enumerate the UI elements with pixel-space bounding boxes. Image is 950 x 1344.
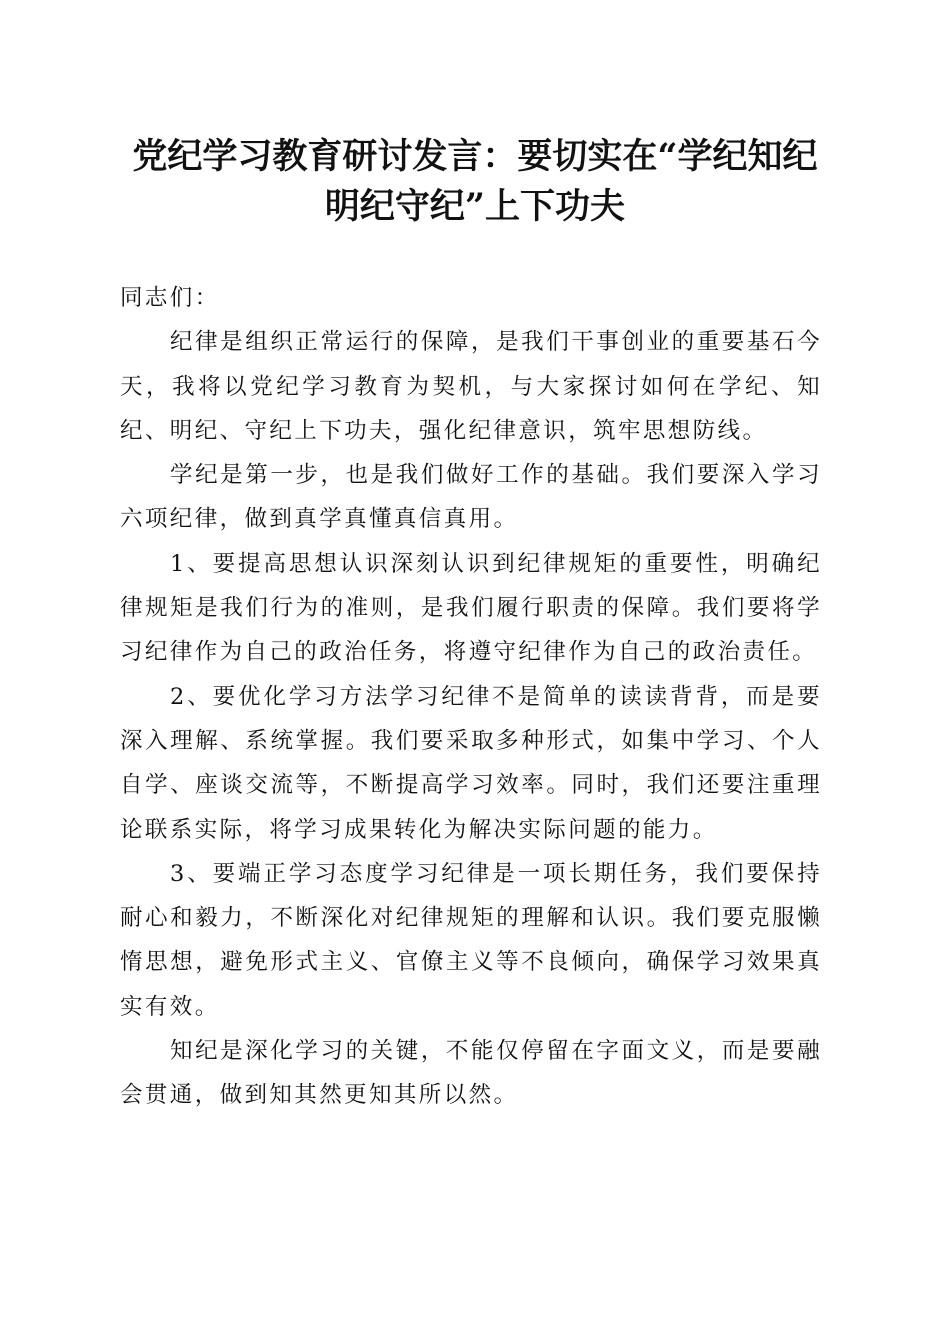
paragraph-learn-discipline: 学纪是第一步，也是我们做好工作的基础。我们要深入学习六项纪律，做到真学真懂真信真用。: [120, 462, 822, 533]
paragraph-point-3: 3、要端正学习态度学习纪律是一项长期任务，我们要保持耐心和毅力，不断深化对纪律规矩的理解和认识。我们要克服懒惰思想，避免形式主义、官僚主义等不良倾向，确保学习效果真实有效。: [120, 860, 822, 1020]
salutation: 同志们：: [120, 285, 220, 311]
paragraph-point-2: 2、要优化学习方法学习纪律不是简单的读读背背，而是要深入理解、系统掌握。我们要采取多种形式，如集中学习、个人自学、座谈交流等，不断提高学习效率。同时，我们还要注重理论联系实际，将学习成果转化为解决实际问题的能力。: [120, 683, 822, 843]
paragraph-discipline-intro: 纪律是组织正常运行的保障，是我们干事创业的重要基石今天，我将以党纪学习教育为契机，与大家探讨如何在学纪、知纪、明纪、守纪上下功夫，强化纪律意识，筑牢思想防线。: [120, 329, 822, 444]
paragraph-point-1: 1、要提高思想认识深刻认识到纪律规矩的重要性，明确纪律规矩是我们行为的准则，是我们履行职责的保障。我们要将学习纪律作为自己的政治任务，将遵守纪律作为自己的政治责任。: [120, 550, 822, 666]
paragraph-know-discipline: 知纪是深化学习的关键，不能仅停留在字面文义，而是要融会贯通，做到知其然更知其所以然。: [120, 1038, 822, 1109]
document-body: [120, 276, 822, 1118]
title-line-1: 党纪学习教育研讨发言：要切实在“学纪知纪: [132, 136, 818, 177]
document-title: [100, 132, 850, 232]
title-line-2: 明纪守纪”上下功夫: [324, 186, 626, 227]
